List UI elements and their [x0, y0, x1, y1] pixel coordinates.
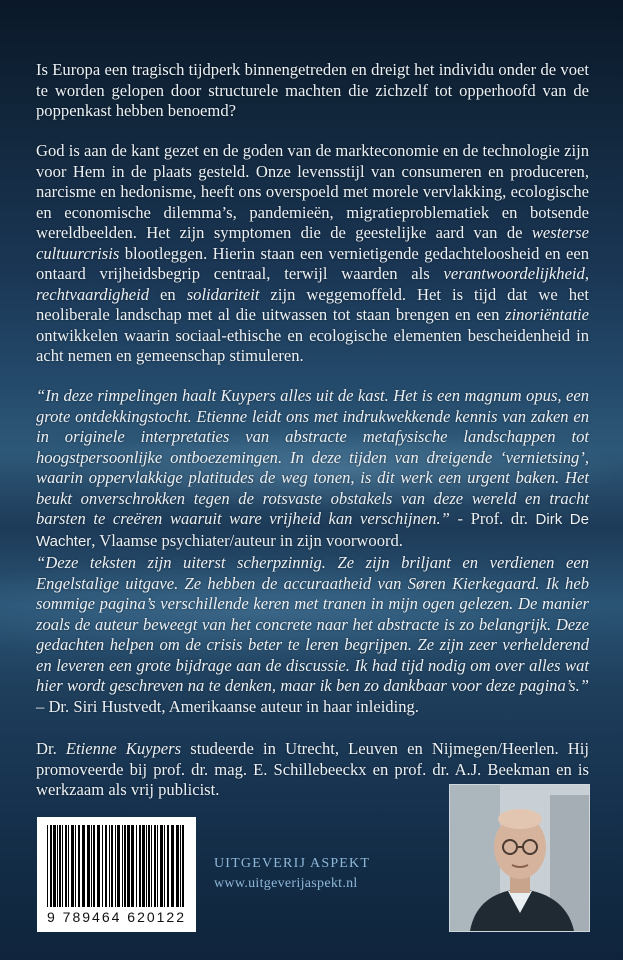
barcode-bar [146, 825, 147, 907]
barcode-bar [91, 825, 92, 907]
bio-rest: studeerde in Utrecht, Leuven en Nijmegen/Heerlen. Hij promoveerde bij prof. dr. mag. E. Schillebeeckx en prof. dr. A.J. Beekman en is werkzaam als vrij publicist. [36, 739, 590, 799]
intro-p2-seg-6: en [149, 284, 187, 304]
barcode-bar [62, 825, 63, 907]
intro-paragraph-2 [36, 141, 589, 367]
quote-2-attribution-prefix: – Dr. Siri Hustvedt, Amerikaanse auteur in haar inleiding. [36, 696, 419, 716]
intro-p2-seg-10: ontwikkelen waarin sociaal-ethische en ecologische elementen bescheidenheid in acht nemen en gemeenschap stimuleren. [36, 325, 589, 365]
quote-de-wachter [36, 386, 589, 552]
isbn-number: 9 789464 620122 [47, 909, 186, 925]
barcode-bar [136, 825, 137, 907]
quote-1-attribution-suffix: , Vlaamse psychiater/auteur in zijn voorwoord. [91, 530, 403, 550]
barcode-bar [109, 825, 110, 907]
barcode-bar [68, 825, 69, 907]
barcode-bar [176, 825, 179, 907]
barcode-bar [117, 825, 120, 907]
intro-p2-seg-3: verantwoordelijkheid [443, 264, 585, 283]
barcode-bar [47, 825, 48, 907]
barcode-bar [53, 825, 56, 907]
barcode-bar [180, 825, 181, 907]
barcode-bar [124, 825, 126, 907]
quote-hustvedt [36, 553, 589, 717]
barcode-bar [171, 825, 174, 907]
barcode-bar [105, 825, 107, 907]
barcode-bar [151, 825, 152, 907]
publisher-name: UITGEVERIJ ASPEKT [214, 856, 371, 871]
bio-author-name: Etienne Kuypers [65, 739, 182, 758]
barcode-bar [115, 825, 116, 907]
quote-1-attribution-name: Dirk De Wachter [36, 511, 589, 550]
intro-p2-seg-9: zinoriëntatie [505, 305, 589, 324]
barcode-bar [131, 825, 134, 907]
author-photo [449, 784, 590, 932]
barcode-bar [50, 825, 52, 907]
barcode-bar [154, 825, 156, 907]
publisher-block [214, 854, 454, 894]
barcode-bar [57, 825, 58, 907]
barcode-bar [139, 825, 141, 907]
quote-2-text: “Deze teksten zijn uiterst scherpzinnig. Ze zijn briljant en verdienen een Engelstalige uitgave. Ze hebben de accuraatheid van Søren Kierkegaard. Ik heb sommige pagina’s verschillende keren met tranen in mijn ogen gelezen. De manier zoals de auteur beweegt van het concrete naar het abstracte is zo belangrijk. Deze gedachten helpen om de crisis beter te leren begrijpen. Ze zijn zeer verhelderend en leveren een grote bijdrage aan de discussie. Ik had tijd nodig om over alles wat hier wordt geschreven na te denken, maar ik ben zo dankbaar voor deze pagina’s.” [36, 553, 589, 695]
intro-p2-seg-8: zijn weggemoffeld. Het is tijd dat we het neoliberale landschap met al die uitwassen tot staan brengen en een [36, 284, 589, 324]
barcode-bar [164, 825, 165, 907]
barcode-bar [167, 825, 169, 907]
barcode-bar [78, 825, 80, 907]
barcode-bar [59, 825, 61, 907]
intro-p2-seg-7: solidariteit [186, 284, 260, 304]
barcode-bar [82, 825, 85, 907]
publisher-url[interactable]: www.uitgeverijaspekt.nl [214, 876, 358, 891]
intro-p2-seg-4: , [584, 264, 589, 283]
barcode-bar [71, 825, 74, 907]
quote-1-text: “In deze rimpelingen haalt Kuypers alles uit de kast. Het is een magnum opus, een grote ontdekkingstocht. Etienne leidt ons met indrukwekkende kennis van zaken en in originele interpretaties van abstracte metafysische landschappen tot hoogstpersoonlijke ontboezemingen. In deze tijden van dreigende ‘vernietsing’, waarin oppervlakkige platitudes de weg tonen, is dit werk een urgent baken. Het beukt onverschrokken tegen de rotsvaste obstakels van deze wereld en tracht barsten te creëren waaruit ware vrijheid kan verschijnen.” [36, 386, 589, 528]
barcode-bar [142, 825, 145, 907]
intro-p2-seg-1: westerse cultuurcrisis [36, 223, 589, 263]
barcode-bar [75, 825, 76, 907]
barcode-bars [47, 825, 186, 907]
barcode-bar [127, 825, 130, 907]
barcode-bar [122, 825, 123, 907]
intro-p2-seg-2: blootleggen. Hierin staan een vernietigende gedachteloosheid en een ontaard vrijheidsbegrip centraal, terwijl waarden als [36, 243, 589, 283]
barcode-bar [148, 825, 150, 907]
barcode-bar [182, 825, 184, 907]
barcode-bar [87, 825, 90, 907]
barcode-bar [160, 825, 163, 907]
intro-p2-seg-0: God is aan de kant gezet en de goden van de markteconomie en de technologie zijn voor Hem in de plaats gesteld. Onze levensstijl van consumeren en produceren, narcisme en hedonisme, heeft ons overspoeld met morele vervlakking, ecologische en economische dilemma’s, pandemieën, migratieproblematiek en botsende wereldbeelden. Het zijn symptomen die de geestelijke aard van de [36, 141, 589, 242]
bio-prefix: Dr. [36, 739, 66, 758]
barcode-bar [93, 825, 95, 907]
barcode-bar [65, 825, 67, 907]
barcode-bar [97, 825, 100, 907]
barcode-bar [157, 825, 158, 907]
quote-1-attribution-prefix: - Prof. dr. [449, 509, 536, 528]
isbn-barcode [37, 817, 196, 932]
barcode-bar [111, 825, 113, 907]
author-portrait-image [450, 785, 589, 931]
intro-p2-seg-5: rechtvaardigheid [36, 284, 150, 304]
intro-paragraph-1: Is Europa een tragisch tijdperk binnengetreden en dreigt het individu onder de voet te worden gelopen door structurele machten die zichzelf tot opperhoofd van de poppenkast hebben benoemd? [36, 60, 589, 120]
barcode-bar [102, 825, 103, 907]
